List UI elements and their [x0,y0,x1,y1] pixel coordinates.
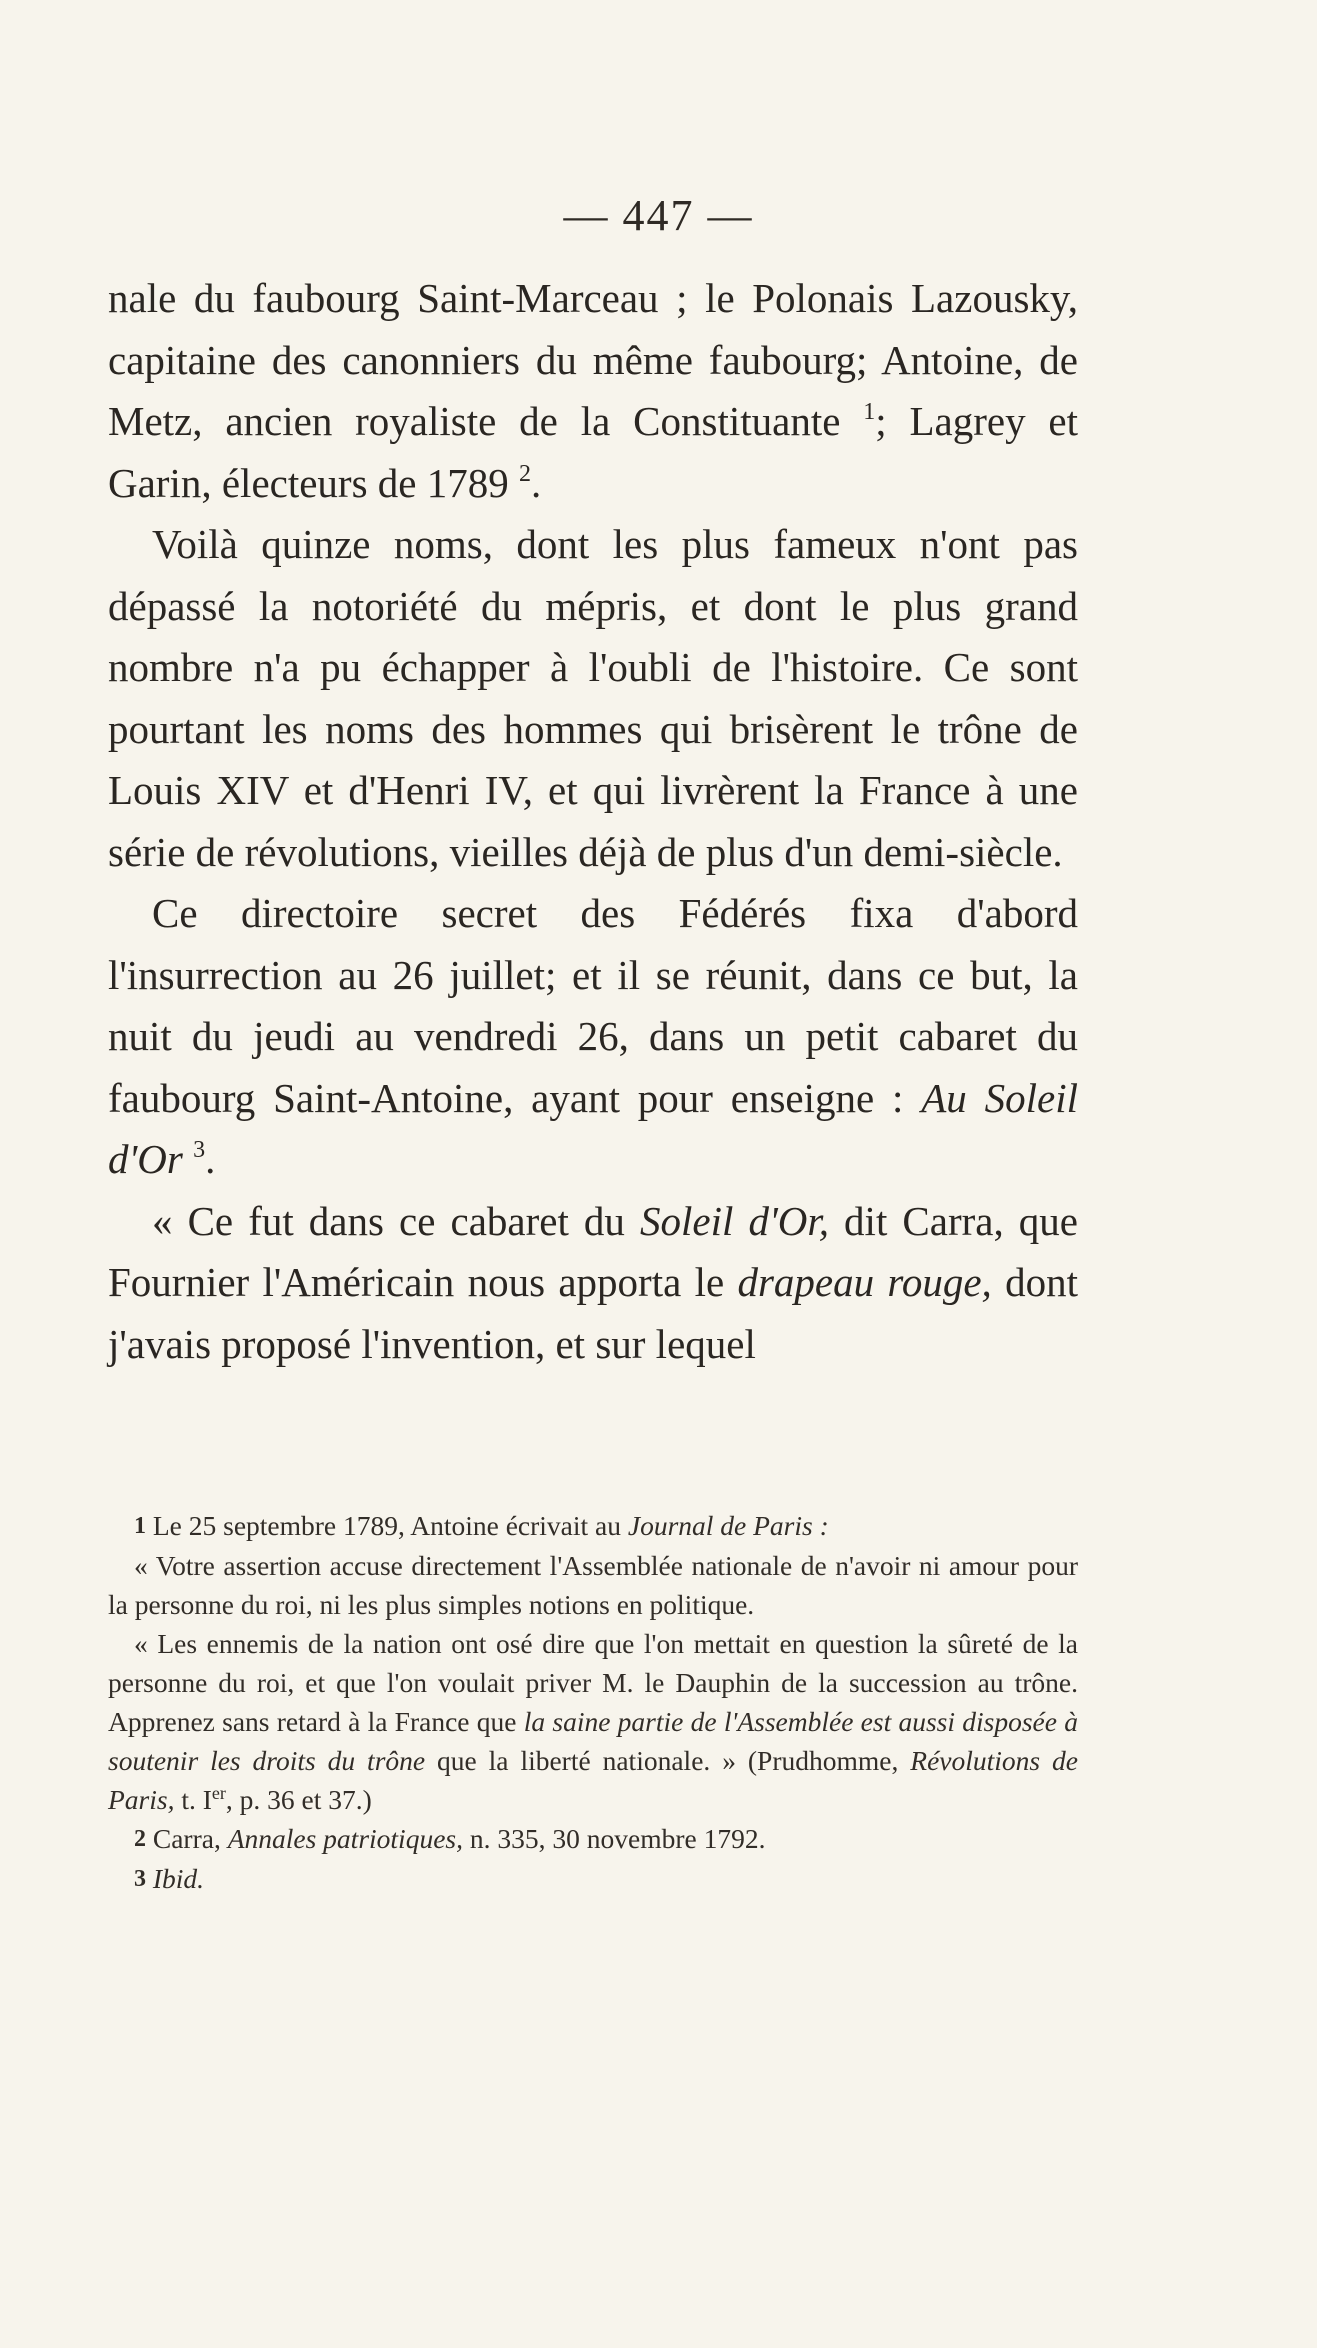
footnote-3-italic-1: Ibid. [152,1863,205,1894]
footnote-3 [108,1859,1078,1899]
footnotes-section [108,1506,1078,1899]
footnote-1-text-1: Le 25 septembre 1789, Antoine écrivait au [146,1510,628,1541]
paragraph-1-text-2: ; Lagrey et Garin, électeurs de 1789 [108,398,1079,506]
paragraph-4-text-3: dont j'avais proposé l'invention, et sur lequel [108,1259,1078,1367]
footnote-2-text-1: Carra, [146,1823,228,1854]
footnote-2-italic-1: Annales patriotiques, [227,1823,463,1854]
paragraph-4 [108,1191,1078,1376]
footnote-1-p3-text-1: « Les ennemis de la nation ont osé dire que l'on mettait en question la sûreté de la personne du roi, et que l'on voulait priver M. le Dauphin de la succession au trône. Apprenez sans retard à la France que [108,1628,1078,1737]
footnote-1-paragraph-3 [108,1624,1078,1819]
footnote-1-p3-text-3: t. I [174,1784,212,1815]
paragraph-3-text-1: Ce directoire secret des Fédérés fixa d'abord l'insurrection au 26 juillet; et il se réunit, dans ce but, la nuit du jeudi au vendredi 26, dans un petit cabaret du faubourg Saint-Antoine, ayant pour enseigne : [108,890,1078,1121]
paragraph-4-text-2: dit Carra, que Fournier l'Américain nous apporta le [108,1197,1078,1305]
paragraph-2: Voilà quinze noms, dont les plus fameux n'ont pas dépassé la notoriété du mépris, et dont le plus grand nombre n'a pu échapper à l'oubli de l'histoire. Ce sont pourtant les noms des hommes qui brisèrent le trône de Louis XIV et d'Henri IV, et qui livrèrent la France à une série de révolutions, vieilles déjà de plus d'un demi-siècle. [108,521,1078,875]
paragraph-1 [108,268,1078,514]
footnote-ref-1: 1 [863,399,876,425]
footnote-1-p3-italic-1: la saine partie de l'Assemblée est aussi disposée à soutenir les droits du trône [108,1706,1078,1776]
main-text [108,268,1078,1375]
paragraph-4-text-1: « Ce fut dans ce cabaret du [152,1197,640,1244]
footnote-1-italic-1: Journal de Paris : [627,1510,829,1541]
footnote-1-p3-text-4: , p. 36 et 37.) [225,1784,372,1815]
paragraph-3 [108,883,1078,1191]
footnote-2 [108,1819,1078,1859]
paragraph-3-text-3: . [205,1136,216,1182]
paragraph-4-italic-2: drapeau rouge, [737,1259,992,1305]
paragraph-1-text-1: nale du faubourg Saint-Marceau ; le Polonais Lazousky, capitaine des canonniers du même faubourg; Antoine, de Metz, ancien royaliste de la Constituante [108,275,1078,444]
sign-name-italic: Au Soleil d'Or [108,1074,1079,1182]
paragraph-3-text-2 [183,1136,193,1182]
page-number-header: — 447 — [563,191,754,240]
footnote-1 [108,1506,1078,1546]
footnote-3-text-1 [146,1863,153,1894]
footnote-3-mark: 3 [134,1866,146,1892]
footnote-1-mark: 1 [134,1513,146,1539]
footnote-ref-2: 2 [518,460,531,487]
paragraph-1-text-3: . [530,459,542,506]
footnote-ref-3: 3 [193,1137,206,1163]
footnote-2-mark: 2 [134,1826,146,1852]
paragraph-4-italic-1: Soleil d'Or, [640,1197,829,1244]
footnote-1-paragraph-2: « Votre assertion accuse directement l'Assemblée nationale de n'avoir ni amour pour la personne du roi, ni les plus simples notions en politique. [108,1550,1078,1620]
footnote-1-p3-text-2: que la liberté nationale. » (Prudhomme, [425,1745,911,1776]
footnote-1-p3-italic-2: Révolutions de Paris, [108,1745,1078,1815]
footnote-1-p3-sup: er [211,1783,226,1803]
footnote-2-text-2: n. 335, 30 novembre 1792. [462,1823,766,1854]
